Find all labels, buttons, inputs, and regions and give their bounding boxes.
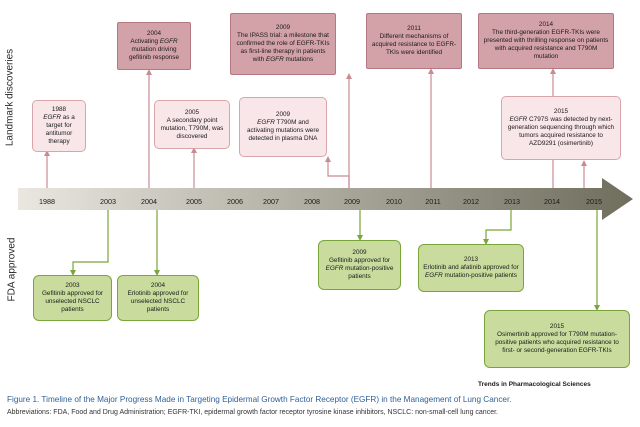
fda-text: Erlotinib and afatinib approved for EGFR mutation-positive patients — [423, 264, 519, 279]
landmark-year: 2014 — [538, 21, 554, 28]
landmark-2004 — [117, 22, 191, 70]
landmark-year: 2011 — [407, 25, 421, 32]
year-tick: 2013 — [504, 197, 520, 206]
fda-2004 — [117, 275, 199, 321]
landmark-text: A secondary point mutation, T790M, was discovered — [160, 116, 224, 140]
landmark-year: 2004 — [146, 30, 162, 37]
side-label-landmarks: Landmark discoveries — [4, 48, 16, 147]
side-label-fda: FDA approved — [6, 237, 18, 302]
fda-2013 — [418, 244, 524, 292]
landmark-text: Different mechanisms of acquired resistance to EGFR-TKIs were identified — [371, 33, 457, 56]
landmark-2009b — [230, 13, 336, 75]
fda-2015 — [484, 310, 630, 368]
fda-2003 — [33, 275, 112, 321]
landmark-2011 — [366, 13, 462, 69]
fda-year: 2004 — [150, 282, 166, 289]
year-tick: 2009 — [344, 197, 360, 206]
landmark-2014 — [478, 13, 614, 69]
fda-year: 2013 — [463, 256, 479, 263]
landmark-text: The IPASS trial: a milestone that confirmed the role of EGFR-TKIs as first-line therapy in patients with EGFR mutations — [236, 32, 330, 63]
landmark-text: The third-generation EGFR-TKIs were presented with thrilling response on patients with acquired resistance and T790M mutation — [483, 29, 609, 60]
landmark-year: 2005 — [184, 108, 200, 116]
year-tick: 2010 — [386, 197, 402, 206]
landmark-text: Activating EGFR mutation driving gefitinib response — [128, 38, 180, 61]
fda-2009 — [318, 240, 401, 290]
fda-year: 2009 — [352, 249, 367, 256]
fda-connector-2003 — [73, 210, 108, 273]
year-tick: 2008 — [304, 197, 320, 206]
year-tick: 2003 — [100, 197, 116, 206]
fda-connector-2013 — [486, 210, 511, 242]
landmark-year: 2009 — [275, 24, 291, 31]
landmark-1988 — [32, 100, 86, 152]
landmark-text: EGFR T790M and activating mutations were detected in plasma DNA — [246, 119, 320, 142]
year-tick: 2007 — [263, 197, 279, 206]
landmark-year: 2009 — [275, 111, 291, 118]
year-tick: 2011 — [425, 197, 441, 206]
year-tick: 2012 — [463, 197, 479, 206]
fda-text: Osimertinib approved for T790M mutation-positive patients who acquired resistance to first- or second-generation EGFR-TKIs — [495, 331, 619, 354]
landmark-2005 — [154, 100, 230, 149]
landmark-year: 1988 — [51, 106, 67, 113]
fda-text: Gefitinib approved for unselected NSCLC patients — [41, 290, 104, 313]
landmark-2009a — [239, 97, 327, 157]
landmark-year: 2015 — [553, 108, 569, 115]
year-tick: 2004 — [141, 197, 157, 206]
figure-caption: Figure 1. Timeline of the Major Progress Made in Targeting Epidermal Growth Factor Receptor (EGFR) in the Management of Lung Cancer. — [7, 395, 512, 404]
year-tick: 1988 — [39, 197, 55, 206]
year-tick: 2005 — [186, 197, 202, 206]
landmark-text: EGFR as a target for antitumor therapy — [43, 114, 75, 145]
fda-text: Gefitinib approved for EGFR mutation-positive patients — [325, 257, 394, 280]
landmark-2015 — [501, 96, 621, 160]
connector-2009a — [328, 159, 349, 188]
fda-year: 2015 — [549, 323, 565, 330]
fda-text: Erlotinib approved for unselected NSCLC patients — [127, 290, 189, 313]
source-label: Trends in Pharmacological Sciences — [478, 381, 591, 388]
year-tick: 2015 — [586, 197, 602, 206]
landmark-text: EGFR C797S was detected by next-generation sequencing through which tumors acquired resistance to AZD9291 (osimertinib) — [507, 116, 615, 147]
fda-year: 2003 — [65, 282, 80, 289]
year-tick: 2014 — [544, 197, 560, 206]
year-tick: 2006 — [227, 197, 243, 206]
abbreviations: Abbreviations: FDA, Food and Drug Administration; EGFR-TKI, epidermal growth factor receptor tyrosine kinase inhibitors, NSCLC: non-small-cell lung cancer. — [7, 409, 498, 416]
